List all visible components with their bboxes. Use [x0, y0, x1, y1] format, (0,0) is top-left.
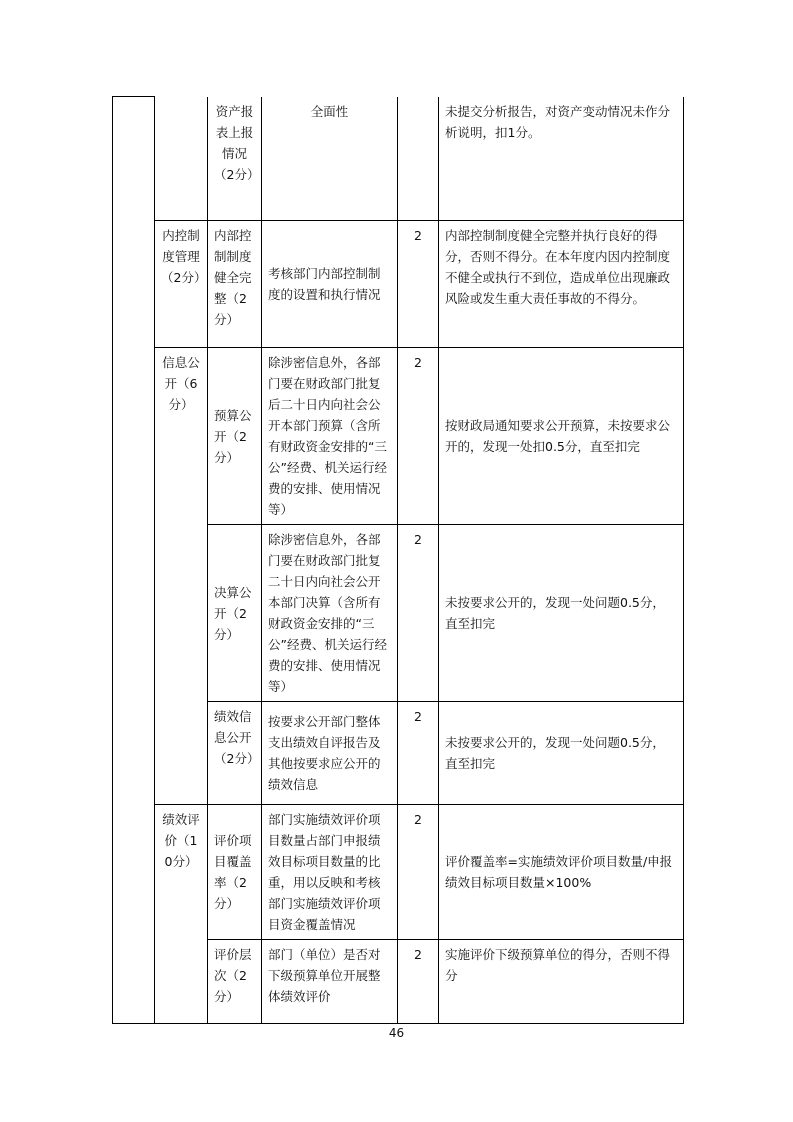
page-number: 46	[388, 1026, 405, 1040]
subcategory-cell: 预算公开（2分）	[208, 348, 262, 525]
score-cell: 2	[398, 525, 439, 702]
category-cell	[155, 97, 208, 221]
assessment-content-cell: 部门（单位）是否对下级预算单位开展整体绩效评价	[262, 940, 398, 1024]
table-row	[113, 348, 684, 525]
leading-column-cell	[113, 97, 155, 1024]
category-cell: 内控制度管理（2分）	[155, 221, 208, 348]
scoring-rule-cell: 实施评价下级预算单位的得分，否则不得分	[439, 940, 684, 1024]
assessment-content-cell: 考核部门内部控制制度的设置和执行情况	[262, 221, 398, 348]
assessment-content-cell: 除涉密信息外，各部门要在财政部门批复二十日内向社会公开本部门决算（含所有财政资金安排的“三公”经费、机关运行经费的安排、使用情况等）	[262, 525, 398, 702]
assessment-content-cell: 按要求公开部门整体支出绩效自评报告及其他按要求应公开的绩效信息	[262, 702, 398, 805]
assessment-content-cell: 全面性	[262, 97, 398, 221]
scoring-rule-cell: 未按要求公开的，发现一处问题0.5分，直至扣完	[439, 702, 684, 805]
table-row	[113, 97, 684, 221]
score-cell: 2	[398, 805, 439, 940]
subcategory-cell: 资产报表上报情况（2分）	[208, 97, 262, 221]
subcategory-cell: 决算公开（2分）	[208, 525, 262, 702]
scoring-rule-cell: 按财政局通知要求公开预算，未按要求公开的，发现一处扣0.5分，直至扣完	[439, 348, 684, 525]
subcategory-cell: 评价项目覆盖率（2分）	[208, 805, 262, 940]
category-cell: 绩效评价（10分）	[155, 805, 208, 1024]
score-cell: 2	[398, 221, 439, 348]
scoring-rule-cell: 未提交分析报告，对资产变动情况未作分析说明，扣1分。	[439, 97, 684, 221]
evaluation-table	[112, 96, 684, 1024]
score-cell: 2	[398, 348, 439, 525]
assessment-content-cell: 部门实施绩效评价项目数量占部门申报绩效目标项目数量的比重，用以反映和考核部门实施绩效评价项目资金覆盖情况	[262, 805, 398, 940]
table-row	[113, 805, 684, 940]
score-cell: 2	[398, 940, 439, 1024]
scoring-rule-cell: 评价覆盖率=实施绩效评价项目数量/申报绩效目标项目数量×100%	[439, 805, 684, 940]
score-cell	[398, 97, 439, 221]
category-cell: 信息公开（6分）	[155, 348, 208, 805]
scoring-rule-cell: 内部控制制度健全完整并执行良好的得分，否则不得分。在本年度内因内控制度不健全或执行不到位，造成单位出现廉政风险或发生重大责任事故的不得分。	[439, 221, 684, 348]
subcategory-cell: 绩效信息公开（2分）	[208, 702, 262, 805]
subcategory-cell: 评价层次（2分）	[208, 940, 262, 1024]
subcategory-cell: 内部控制制度健全完整（2分）	[208, 221, 262, 348]
scoring-rule-cell: 未按要求公开的，发现一处问题0.5分，直至扣完	[439, 525, 684, 702]
table-row	[113, 221, 684, 348]
assessment-content-cell: 除涉密信息外，各部门要在财政部门批复后二十日内向社会公开本部门预算（含所有财政资金安排的“三公”经费、机关运行经费的安排、使用情况等）	[262, 348, 398, 525]
score-cell: 2	[398, 702, 439, 805]
